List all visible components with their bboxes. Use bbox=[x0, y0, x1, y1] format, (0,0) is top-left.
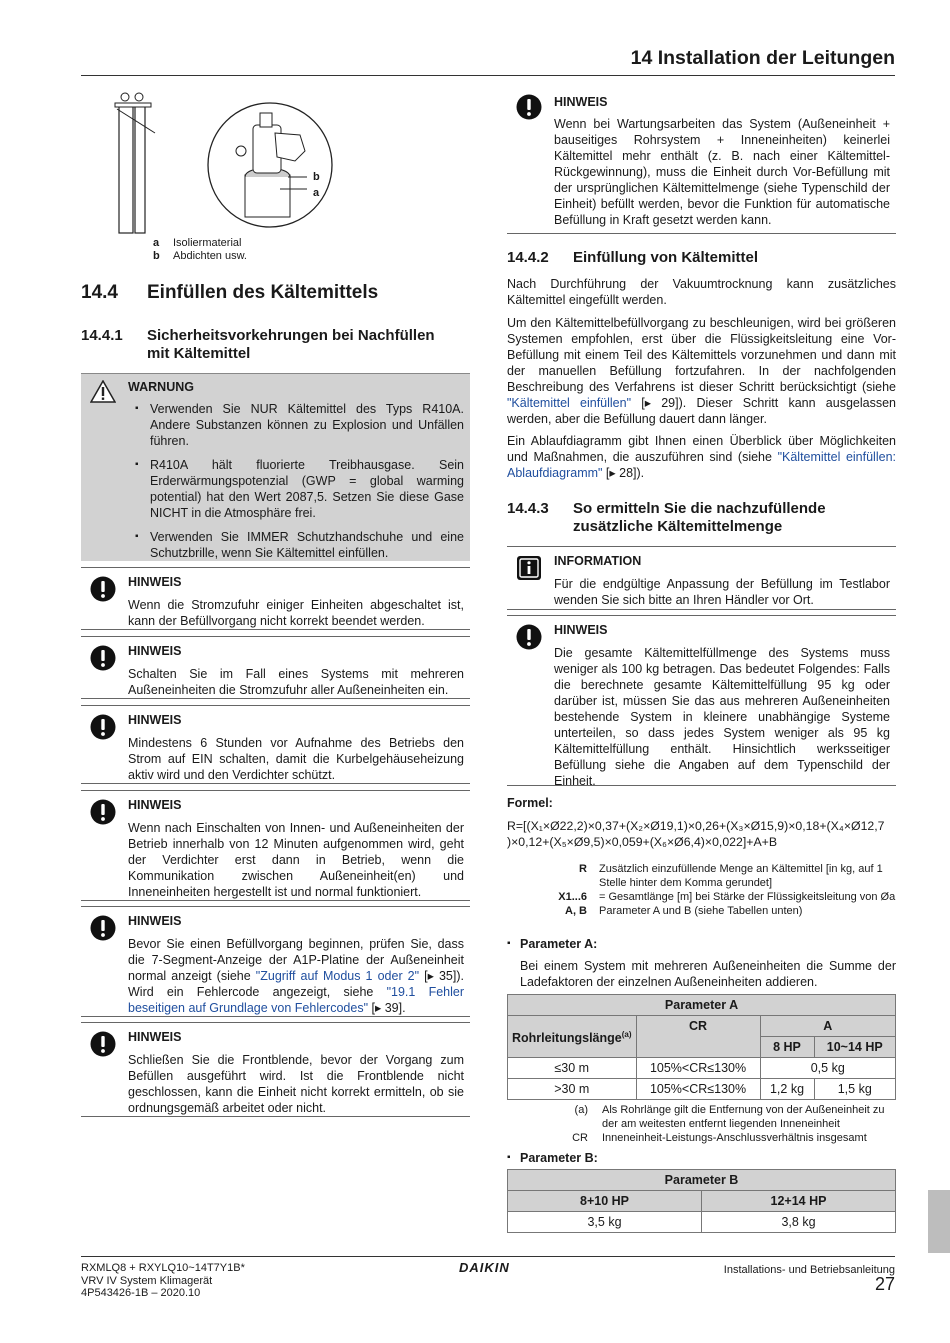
column-header-pipe-length bbox=[508, 1016, 637, 1058]
section-number: 14.4 bbox=[81, 282, 118, 303]
footer-model: RXMLQ8 + RXYLQ10~14T7Y1B* bbox=[81, 1262, 245, 1274]
warning-bullet-text: R410A hält fluorierte Treibhausgase. Sein Erderwärmungspotenzial (GWP = global warming potential) hat den Wert 2087,5. Setzen Sie diese Gase NICHT in die Atmosphäre frei. bbox=[150, 458, 464, 520]
figure-label-a: a bbox=[313, 187, 320, 199]
variable-item bbox=[507, 890, 896, 904]
section-heading-14-4 bbox=[81, 282, 379, 303]
variable-item bbox=[507, 904, 896, 918]
footnote-text: Inneneinheit-Leistungs-Anschlussverhältnis insgesamt bbox=[602, 1132, 867, 1144]
paragraph-text: Um den Kältemittelbefüllvorgang zu beschleunigen, wird bei größeren Systemen empfohlen, erst über die Flüssigkeitsleitung eine Vor-Befüllung mit einem Teil des Kältemittels vorzunehmen und dann mit der manuellen Befüllung fortzufahren. In der nachfolgenden Beschreibung des Verfahrens ist dieser Schritt berücksichtigt (siehe bbox=[507, 316, 896, 394]
section-title: Einfüllen des Kältemittels bbox=[147, 282, 379, 303]
warning-bullet-list bbox=[135, 401, 464, 569]
footnote-key: CR bbox=[572, 1132, 588, 1144]
table-cell: >30 m bbox=[508, 1079, 637, 1100]
note-box bbox=[507, 86, 896, 234]
exclamation-icon bbox=[516, 624, 542, 650]
figure-label-b: b bbox=[313, 171, 320, 183]
page-ref: [▸ 39]. bbox=[368, 1001, 406, 1015]
note-box bbox=[81, 1022, 470, 1117]
table-cell: ≤30 m bbox=[508, 1058, 637, 1079]
legend-key: b bbox=[153, 250, 160, 262]
xref-link-flowchart[interactable]: "Kältemittel einfüllen: Ablaufdiagramm" bbox=[507, 450, 896, 480]
note-body: Wenn nach Einschalten von Innen- und Außeneinheiten der Betrieb innerhalb von 12 Minuten aufgenommen wird, geht der Verdichter erst dann in Betrieb, wenn die Kommunikation zwischen Außeneinheit(en) und Inneneinheiten hergestellt ist und normal funktioniert. bbox=[128, 821, 464, 899]
param-a-bullet: ▪ Parameter A: bbox=[507, 937, 598, 951]
page-header-title: 14 Installation der Leitungen bbox=[630, 47, 895, 69]
note-body: Wenn die Stromzufuhr einiger Einheiten abgeschaltet ist, kann der Befüllvorgang nicht korrekt beendet werden. bbox=[128, 598, 464, 628]
table-cell: 1,5 kg bbox=[814, 1079, 895, 1100]
table-title: Parameter A bbox=[508, 995, 896, 1016]
table-cell: 0,5 kg bbox=[760, 1058, 895, 1079]
footnote-key: (a) bbox=[574, 1104, 588, 1116]
table-cell: 1,2 kg bbox=[760, 1079, 814, 1100]
exclamation-icon bbox=[516, 94, 542, 120]
param-a-description: Bei einem System mit mehreren Außeneinheiten die Summe der Ladefaktoren der einzelnen Außeneinheiten addieren. bbox=[520, 959, 896, 989]
column-header-8hp: 8 HP bbox=[760, 1037, 814, 1058]
warning-triangle-icon bbox=[90, 380, 116, 403]
footnote-text: Als Rohrlänge gilt die Entfernung von der Außeneinheit zu der am weitesten entfernt liegenden Inneneinheit bbox=[602, 1104, 885, 1130]
footer-product: VRV IV System Klimagerät bbox=[81, 1274, 213, 1287]
legend-item bbox=[153, 237, 247, 250]
variable-text: Zusätzlich einzufüllende Menge an Kältemittel [in kg, auf 1 Stelle hinter dem Komma gerundet] bbox=[599, 863, 883, 889]
warning-bullet: ▪ R410A hält fluorierte Treibhausgase. Sein Erderwärmungspotenzial (GWP = global warming potential) hat den Wert 2087,5. Setzen Sie diese Gase NICHT in die Atmosphäre frei. bbox=[135, 458, 464, 520]
figure-legend bbox=[153, 237, 247, 263]
section-title-line1: Sicherheitsvorkehrungen bei Nachfüllen bbox=[147, 327, 435, 344]
footer-manual-title: Installations- und Betriebsanleitung bbox=[723, 1264, 895, 1276]
valve-illustration bbox=[95, 85, 335, 235]
exclamation-icon bbox=[90, 915, 116, 941]
warning-bullet: ▪ Verwenden Sie IMMER Schutzhandschuhe und eine Schutzbrille, wenn Sie Kältemittel einfüllen. bbox=[135, 530, 464, 560]
formula-line2: )×0,12+(X₅×Ø9,5)×0,059+(X₆×Ø6,4)×0,022]+A+B bbox=[507, 835, 778, 849]
footnote bbox=[507, 1103, 896, 1131]
section-number: 14.4.2 bbox=[507, 249, 549, 266]
param-b-label: Parameter B: bbox=[520, 1151, 598, 1165]
warning-box bbox=[81, 373, 470, 561]
paragraph-text: Ein Ablaufdiagramm gibt Ihnen einen Überblick über Möglichkeiten und Maßnahmen, die auszuführen sind (siehe bbox=[507, 434, 896, 464]
page-number: 27 bbox=[874, 1274, 895, 1294]
exclamation-icon bbox=[90, 799, 116, 825]
column-header-12-14hp: 12+14 HP bbox=[702, 1191, 896, 1212]
note-title: HINWEIS bbox=[128, 798, 182, 812]
xref-link-error-codes[interactable]: "19.1 Fehler beseitigen auf Grundlage von Fehlercodes" bbox=[128, 985, 464, 1015]
note-title: HINWEIS bbox=[128, 644, 182, 658]
variable-list bbox=[507, 862, 896, 918]
legend-text: Isoliermaterial bbox=[173, 237, 242, 249]
information-title: INFORMATION bbox=[554, 554, 642, 568]
note-box bbox=[507, 615, 896, 786]
legend-text: Abdichten usw. bbox=[173, 250, 247, 262]
formula-line1: R=[(X₁×Ø22,2)×0,37+(X₂×Ø19,1)×0,26+(X₃×Ø15,9)×0,18+(X₄×Ø12,7 bbox=[507, 819, 885, 833]
param-b-bullet: ▪ Parameter B: bbox=[507, 1151, 598, 1165]
page-ref: [▸ 35]). Wird ein Fehlercode angezeigt, siehe bbox=[128, 969, 464, 999]
xref-link-refrigerant-charging[interactable]: "Kältemittel einfüllen" bbox=[507, 396, 632, 410]
table-cell: 3,5 kg bbox=[508, 1212, 702, 1233]
information-icon bbox=[516, 555, 542, 581]
exclamation-icon bbox=[90, 576, 116, 602]
note-box bbox=[81, 705, 470, 784]
exclamation-icon bbox=[90, 645, 116, 671]
note-box bbox=[81, 790, 470, 901]
warning-bullet: ▪ Verwenden Sie NUR Kältemittel des Typs R410A. Andere Substanzen können zu Explosion und Unfällen führen. bbox=[135, 402, 464, 448]
paragraph-text: [▸ 29]). Dieser Schritt kann ausgelassen werden, aber die Befüllung dauert dann länger. bbox=[507, 396, 896, 426]
note-body: Schalten Sie im Fall eines Systems mit mehreren Außeneinheiten die Stromzufuhr aller Außeneinheiten ein. bbox=[128, 667, 464, 697]
header-rule bbox=[81, 75, 895, 76]
variable-key: A, B bbox=[565, 905, 587, 917]
note-body: Wenn bei Wartungsarbeiten das System (Außeneinheit + bauseitiges Rohrsystem + Inneneinheiten) keinerlei Kältemittel mehr enthält (z. B. nach einer Kältemittel-Rückgewinnung), muss die Einheit durch Vor-Befüllung mit der ursprünglichen Kältemittelmenge (siehe Typenschild der Einheit) befüllt werden, bevor die Funktion für automatische Befüllung in Kraft gesetzt werden kann. bbox=[554, 117, 890, 227]
note-title: HINWEIS bbox=[128, 914, 182, 928]
footer-left bbox=[81, 1262, 245, 1300]
column-header-a: A bbox=[760, 1016, 895, 1037]
legend-key: a bbox=[153, 237, 160, 249]
parameter-a-table bbox=[507, 994, 896, 1100]
note-body-text: Bevor Sie einen Befüllvorgang beginnen, prüfen Sie, dass die 7-Segment-Anzeige der A1P-Platine der Außeneinheit normal anzeigt (siehe bbox=[128, 937, 464, 983]
variable-text: = Gesamtlänge [m] bei Stärke der Flüssigkeitsleitung von Øa bbox=[599, 891, 896, 903]
table-title: Parameter B bbox=[508, 1170, 896, 1191]
note-title: HINWEIS bbox=[128, 575, 182, 589]
warning-title: WARNUNG bbox=[128, 380, 194, 394]
footer-doc-number: 4P543426-1B – 2020.10 bbox=[81, 1287, 201, 1299]
note-title: HINWEIS bbox=[554, 95, 608, 109]
note-body: Schließen Sie die Frontblende, bevor der Vorgang zum Befüllen ausgeführt wird. Ist die Frontblende nicht geschlossen, kann die Einheit nicht korrekt ermitteln, ob sie ordnungsgemäß arbeitet oder nicht. bbox=[128, 1053, 464, 1115]
table-row bbox=[508, 1079, 896, 1100]
note-body: Die gesamte Kältemittelfüllmenge des Systems muss weniger als 100 kg betragen. Das bedeutet Folgendes: Falls die berechnete gesamte Kältemittelfüllung 95 kg oder darüber ist, müssen Sie das aus mehreren Außeneinheiten bestehende System in kleinere unabhängige Systeme unterteilen, so dass jedes System weniger als 95 kg Kältemittelfüllung enthält. Hinsichtlich werksseitiger Befüllung siehe die Angaben auf dem Typenschild der Einheit. bbox=[554, 646, 890, 788]
section-heading-14-4-2 bbox=[507, 249, 896, 267]
chapter-side-tab bbox=[928, 1190, 950, 1253]
note-title: HINWEIS bbox=[554, 623, 608, 637]
paragraph: Nach Durchführung der Vakuumtrocknung kann zusätzliches Kältemittel eingefüllt werden. bbox=[507, 277, 896, 307]
parameter-b-table bbox=[507, 1169, 896, 1233]
column-header-10-14hp: 10~14 HP bbox=[814, 1037, 895, 1058]
information-box bbox=[507, 546, 896, 610]
section-number: 14.4.3 bbox=[507, 500, 549, 517]
information-body: Für die endgültige Anpassung der Befüllung im Testlabor wenden Sie sich bitte an Ihren Händler vor Ort. bbox=[554, 577, 890, 607]
formula-label: Formel: bbox=[507, 796, 553, 810]
table-footnotes bbox=[507, 1103, 896, 1145]
table-row bbox=[508, 1058, 896, 1079]
warning-bullet-text: Verwenden Sie NUR Kältemittel des Typs R410A. Andere Substanzen können zu Explosion und Unfällen führen. bbox=[150, 402, 464, 448]
paragraph bbox=[507, 433, 896, 481]
note-box bbox=[81, 567, 470, 630]
variable-key: R bbox=[579, 863, 587, 875]
table-cell: 3,8 kg bbox=[702, 1212, 896, 1233]
section-title-line2: mit Kältemittel bbox=[147, 345, 251, 362]
note-title: HINWEIS bbox=[128, 1030, 182, 1044]
section-number: 14.4.1 bbox=[81, 327, 123, 344]
section-title-line2: zusätzliche Kältemittelmenge bbox=[573, 518, 783, 535]
column-header-cr: CR bbox=[636, 1016, 760, 1058]
footnote bbox=[507, 1131, 896, 1145]
legend-item bbox=[153, 250, 247, 263]
exclamation-icon bbox=[90, 714, 116, 740]
variable-text: Parameter A und B (siehe Tabellen unten) bbox=[599, 905, 803, 917]
exclamation-icon bbox=[90, 1031, 116, 1057]
param-a-label: Parameter A: bbox=[520, 937, 598, 951]
pipe-insulation-figure bbox=[95, 85, 335, 235]
section-heading-14-4-1 bbox=[81, 327, 471, 363]
xref-link-mode-access[interactable]: "Zugriff auf Modus 1 oder 2" bbox=[255, 969, 420, 983]
note-body: Mindestens 6 Stunden vor Aufnahme des Betriebs den Strom auf EIN schalten, damit die Kurbelgehäuseheizung aktiv wird und den Verdichter schützt. bbox=[128, 736, 464, 782]
variable-key: X1...6 bbox=[558, 891, 587, 903]
table-cell: 105%<CR≤130% bbox=[636, 1058, 760, 1079]
daikin-logo: DAIKIN bbox=[459, 1260, 510, 1275]
footnote-marker: (a) bbox=[621, 1029, 632, 1039]
column-header-8-10hp: 8+10 HP bbox=[508, 1191, 702, 1212]
table-cell: 105%<CR≤130% bbox=[636, 1079, 760, 1100]
footer-rule bbox=[81, 1256, 895, 1257]
note-box bbox=[81, 906, 470, 1017]
variable-item bbox=[507, 862, 896, 890]
note-title: HINWEIS bbox=[128, 713, 182, 727]
section-heading-14-4-3 bbox=[507, 500, 896, 536]
table-row bbox=[508, 1212, 896, 1233]
warning-bullet-text: Verwenden Sie IMMER Schutzhandschuhe und eine Schutzbrille, wenn Sie Kältemittel einfüllen. bbox=[150, 530, 464, 560]
section-title: Einfüllung von Kältemittel bbox=[573, 249, 759, 266]
note-body bbox=[128, 936, 464, 1016]
note-box bbox=[81, 636, 470, 699]
section-title-line1: So ermitteln Sie die nachzufüllende bbox=[573, 500, 826, 517]
paragraph bbox=[507, 315, 896, 427]
paragraph-text: [▸ 28]). bbox=[602, 466, 645, 480]
column-header-text: Rohrleitungslänge bbox=[512, 1031, 622, 1046]
